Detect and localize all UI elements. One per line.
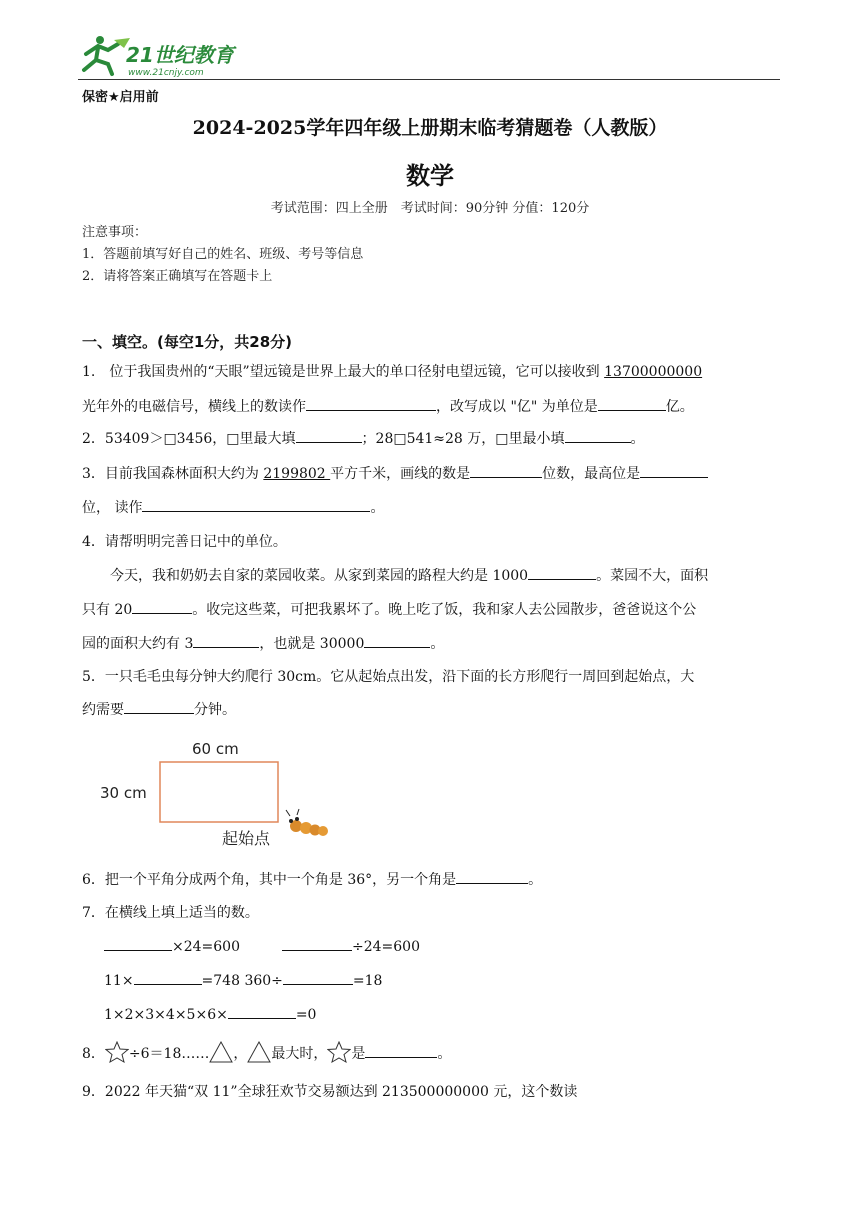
question-4: 4．请帮明明完善日记中的单位。	[82, 534, 287, 550]
question-5: 5．一只毛毛虫每分钟大约爬行 30cm。它从起始点出发，沿下面的长方形爬行一周回到起始点，大	[82, 669, 695, 685]
answer-blank[interactable]	[456, 869, 528, 884]
answer-blank[interactable]	[470, 463, 542, 478]
exam-subject: 数学	[406, 162, 454, 190]
answer-blank[interactable]	[132, 599, 192, 614]
answer-blank[interactable]	[528, 565, 596, 580]
question-7: 7．在横线上填上适当的数。	[82, 905, 259, 921]
q7-row: ×24=600 ÷24=600	[104, 936, 420, 955]
figure-width-label: 60 cm	[192, 740, 239, 758]
question-5-cont: 约需要 分钟。	[82, 699, 236, 719]
diary-line: 园的面积大约有 3 ，也就是 30000 。	[82, 633, 444, 653]
answer-blank[interactable]	[228, 1004, 296, 1019]
header-divider	[78, 79, 780, 80]
figure-height-label: 30 cm	[100, 784, 147, 802]
answer-blank[interactable]	[565, 428, 631, 443]
answer-blank[interactable]	[296, 428, 362, 443]
answer-blank[interactable]	[283, 970, 353, 985]
answer-blank[interactable]	[134, 970, 202, 985]
answer-blank[interactable]	[598, 396, 666, 411]
answer-blank[interactable]	[104, 936, 172, 951]
figure-start-label: 起始点	[222, 829, 271, 848]
notes-heading: 注意事项：	[82, 225, 148, 240]
question-1: 1. 位于我国贵州的“天眼”望远镜是世界上最大的单口径射电望远镜，它可以接收到 13700000000	[82, 364, 703, 380]
triangle-icon	[247, 1041, 271, 1063]
rectangle-shape	[160, 762, 278, 822]
section-title: 一、填空。(每空1分，共28分)	[82, 333, 293, 351]
exam-scope: 考试范围：四上全册 考试时间：90分钟 分值：120分	[270, 201, 590, 216]
answer-blank[interactable]	[193, 633, 259, 648]
answer-blank[interactable]	[365, 1043, 437, 1058]
answer-blank[interactable]	[306, 396, 436, 411]
note-item: 2．请将答案正确填写在答题卡上	[82, 269, 273, 284]
note-item: 1．答题前填写好自己的姓名、班级、考号等信息	[82, 247, 364, 262]
underlined-number: 2199802	[263, 466, 331, 482]
question-1-cont: 光年外的电磁信号，横线上的数读作 ，改写成以 "亿" 为单位是 亿。	[82, 396, 694, 416]
star-icon	[327, 1041, 351, 1063]
question-6: 6．把一个平角分成两个角，其中一个角是 36°，另一个角是 。	[82, 869, 542, 889]
star-icon	[105, 1041, 129, 1063]
runner-icon	[84, 36, 130, 74]
question-8: 8． ÷6＝18…… ， 最大时， 是 。	[82, 1041, 451, 1063]
question-3-cont: 位， 读作 。	[82, 497, 384, 517]
logo	[78, 34, 248, 78]
logo-text: 21世纪教育	[126, 43, 234, 67]
logo-url: www.21cnjy.com	[128, 68, 204, 78]
answer-blank[interactable]	[282, 936, 352, 951]
answer-blank[interactable]	[142, 497, 370, 512]
secret-label: 保密★启用前	[82, 90, 159, 105]
question-2: 2．53409＞□3456，□里最大填 ；28□541≈28 万，□里最小填 。	[82, 428, 645, 448]
underlined-number: 13700000000	[604, 364, 703, 380]
diary-line: 今天，我和奶奶去自家的菜园收菜。从家到菜园的路程大约是 1000 。菜园不大，面积	[110, 565, 708, 585]
answer-blank[interactable]	[640, 463, 708, 478]
triangle-icon	[209, 1041, 233, 1063]
exam-title: 2024-2025学年四年级上册期末临考猜题卷（人教版）	[192, 117, 668, 139]
answer-blank[interactable]	[124, 699, 194, 714]
q7-row: 11× =748 360÷ =18	[104, 970, 382, 989]
question-3: 3．目前我国森林面积大约为 2199802 平方千米，画线的数是 位数，最高位是	[82, 463, 708, 483]
question-9: 9．2022 年天猫“双 11”全球狂欢节交易额达到 213500000000 元，这个数读	[82, 1084, 578, 1100]
answer-blank[interactable]	[364, 633, 430, 648]
q7-row: 1×2×3×4×5×6× =0	[104, 1004, 316, 1023]
caterpillar-icon	[286, 809, 328, 836]
rectangle-figure	[96, 732, 332, 850]
diary-line: 只有 20 。收完这些菜，可把我累坏了。晚上吃了饭，我和家人去公园散步，爸爸说这个公	[82, 599, 696, 619]
